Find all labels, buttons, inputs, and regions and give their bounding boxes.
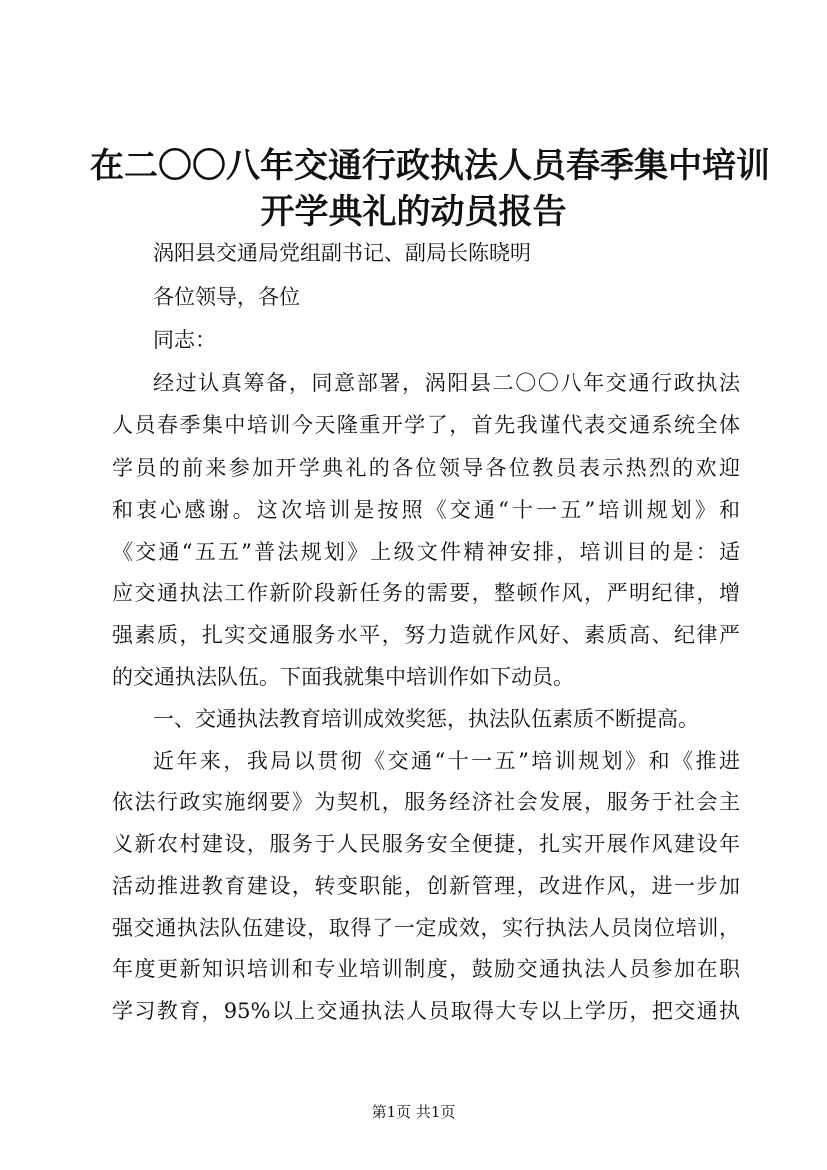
author-line: 涡阳县交通局党组副书记、副局长陈晓明: [153, 241, 531, 265]
paragraph-2-line: 强交通执法队伍建设，取得了一定成效，实行执法人员岗位培训，: [112, 916, 740, 940]
paragraph-2-line: 学习教育，95%以上交通执法人员取得大专以上学历，把交通执: [112, 999, 740, 1023]
paragraph-1-line: 的交通执法队伍。下面我就集中培训作如下动员。: [112, 665, 574, 689]
paragraph-1-line: 学员的前来参加开学典礼的各位领导各位教员表示热烈的欢迎: [112, 456, 740, 480]
paragraph-2-line: 近年来，我局以贯彻《交通“十一五”培训规划》和《推进: [153, 749, 740, 773]
paragraph-1-line: 和衷心感谢。这次培训是按照《交通“十一五”培训规划》和: [112, 498, 740, 522]
section-heading-1: 一、交通执法教育培训成效奖惩，执法队伍素质不断提高。: [153, 707, 699, 731]
document-title-line-2: 开学典礼的动员报告: [260, 192, 567, 232]
paragraph-1-line: 强素质，扎实交通服务水平，努力造就作风好、素质高、纪律严: [112, 623, 740, 647]
paragraph-1-line: 经过认真筹备，同意部署，涡阳县二〇〇八年交通行政执法: [153, 371, 740, 395]
paragraph-2-line: 义新农村建设，服务于人民服务安全便捷，扎实开展作风建设年: [112, 832, 740, 856]
paragraph-1-line: 人员春季集中培训今天隆重开学了，首先我谨代表交通系统全体: [112, 413, 740, 437]
paragraph-2-line: 依法行政实施纲要》为契机，服务经济社会发展，服务于社会主: [112, 790, 740, 814]
paragraph-2-line: 活动推进教育建设，转变职能，创新管理，改进作风，进一步加: [112, 874, 740, 898]
document-title-line-1: 在二〇〇八年交通行政执法人员春季集中培训: [90, 146, 770, 186]
salutation-line-1: 各位领导，各位: [153, 285, 300, 309]
salutation-line-2: 同志：: [153, 328, 216, 352]
paragraph-1-line: 《交通“五五”普法规划》上级文件精神安排，培训目的是：适: [112, 540, 740, 564]
paragraph-1-line: 应交通执法工作新阶段新任务的需要，整顿作风，严明纪律，增: [112, 581, 740, 605]
page-footer: 第1页 共1页: [371, 1103, 456, 1121]
paragraph-2-line: 年度更新知识培训和专业培训制度，鼓励交通执法人员参加在职: [112, 957, 740, 981]
